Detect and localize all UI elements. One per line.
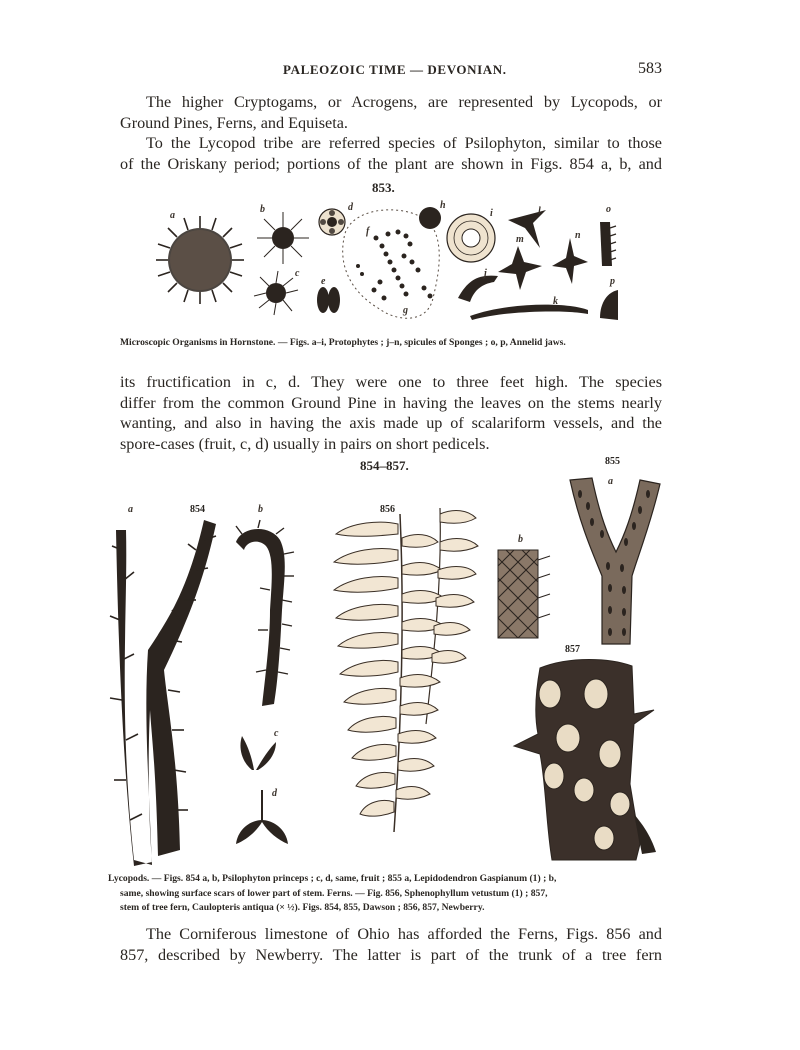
caption-line: stem of tree fern, Caulopteris antiqua (× ½). Figs. 854, 855, Dawson ; 856, 857, Newberry. (120, 902, 485, 913)
organism-e (317, 287, 340, 313)
organism-c (254, 271, 298, 315)
spicule-n (552, 238, 588, 284)
figure-label: k (553, 296, 558, 307)
caption-line: Lycopods. — Figs. 854 a, b, Psilophyton princeps ; c, d, same, fruit ; 855 a, Lepidodendron Gaspianum (1) ; b, (108, 873, 557, 884)
caption-line: Microscopic Organisms in Hornstone. — Figs. a–i, Protophytes ; j–n, spicules of Sponges ; o, p, Annelid jaws. (120, 337, 566, 348)
spicule-m (498, 246, 542, 290)
figure-label: a (128, 504, 133, 515)
text-line: spore-cases (fruit, c, d) usually in pairs on short pedicels. (120, 434, 490, 453)
figure-853-illustration (148, 198, 668, 328)
figure-854-857-caption (108, 872, 556, 916)
organism-b (257, 212, 309, 264)
figure-label: i (490, 208, 493, 219)
organism-a (156, 216, 244, 304)
figure-855b-scars (496, 548, 556, 640)
figure-label: p (610, 276, 615, 287)
figure-854b-stem (222, 520, 312, 710)
figure-854d-fruit (232, 790, 292, 846)
figure-label: m (516, 234, 524, 245)
text-line: The higher Cryptogams, or Acrogens, are represented by Lycopods, or (146, 93, 662, 111)
figure-856-sphenophyllum (330, 504, 480, 834)
figure-number-857: 857 (565, 644, 580, 655)
figure-number-854: 854 (190, 504, 205, 515)
text-line: of the Oriskany period; portions of the plant are shown in Figs. 854 a, b, and (120, 154, 662, 173)
figure-label: b (518, 534, 523, 545)
figure-label: j (484, 268, 487, 279)
organism-h (419, 207, 441, 229)
figure-label: d (272, 788, 277, 799)
page-header (140, 60, 662, 82)
figure-number-853: 853. (372, 180, 395, 195)
figure-853-caption (120, 336, 566, 351)
figure-label: e (321, 276, 326, 287)
jaw-o (600, 222, 616, 266)
figure-label: a (170, 210, 175, 221)
organism-d (319, 209, 345, 235)
figure-854c-fruit (232, 732, 282, 772)
figure-label: c (274, 728, 279, 739)
caption-line: same, showing surface scars of lower part of stem. Ferns. — Fig. 856, Sphenophyllum vetustum (1) ; 857, (120, 887, 548, 899)
figure-label: h (440, 200, 446, 211)
figure-label: f (366, 226, 370, 237)
figure-label: a (608, 476, 613, 487)
figure-857-tree-fern-stem (510, 654, 660, 864)
figure-label: d (348, 202, 353, 213)
text-line: 857, described by Newberry. The latter is part of the trunk of a tree fern (120, 945, 662, 964)
figure-label: l (538, 206, 541, 217)
text-line: wanting, and also in having the axis made up of scalariform vessels, and the (120, 414, 662, 432)
spicule-j (458, 276, 498, 302)
page-number: 583 (638, 60, 662, 77)
figure-number-856: 856 (380, 504, 395, 515)
text-line: Ground Pines, Ferns, and Equiseta. (120, 113, 348, 132)
figure-855a-lepidodendron (566, 476, 666, 646)
paragraph-intro (120, 92, 662, 174)
text-line: The Corniferous limestone of Ohio has afforded the Ferns, Figs. 856 and (146, 925, 662, 943)
figure-range-number: 854–857. (360, 458, 409, 473)
figure-label: o (606, 204, 611, 215)
figure-label: c (295, 268, 300, 279)
running-head: PALEOZOIC TIME — DEVONIAN. (283, 62, 507, 77)
figure-label: g (403, 305, 408, 316)
text-line: differ from the common Ground Pine in having the leaves on the stems nearly (120, 393, 662, 412)
organism-i (447, 214, 495, 262)
figure-label: n (575, 230, 581, 241)
spicule-k (470, 305, 588, 320)
paragraph-corniferous (120, 924, 662, 965)
figure-number-855: 855 (605, 456, 620, 467)
figure-label: b (260, 204, 265, 215)
jaw-p (600, 290, 618, 320)
paragraph-fructification (120, 372, 662, 454)
text-line: To the Lycopod tribe are referred species of Psilophyton, similar to those (146, 134, 662, 152)
text-line: its fructification in c, d. They were one to three feet high. The species (120, 373, 662, 391)
figure-label: b (258, 504, 263, 515)
